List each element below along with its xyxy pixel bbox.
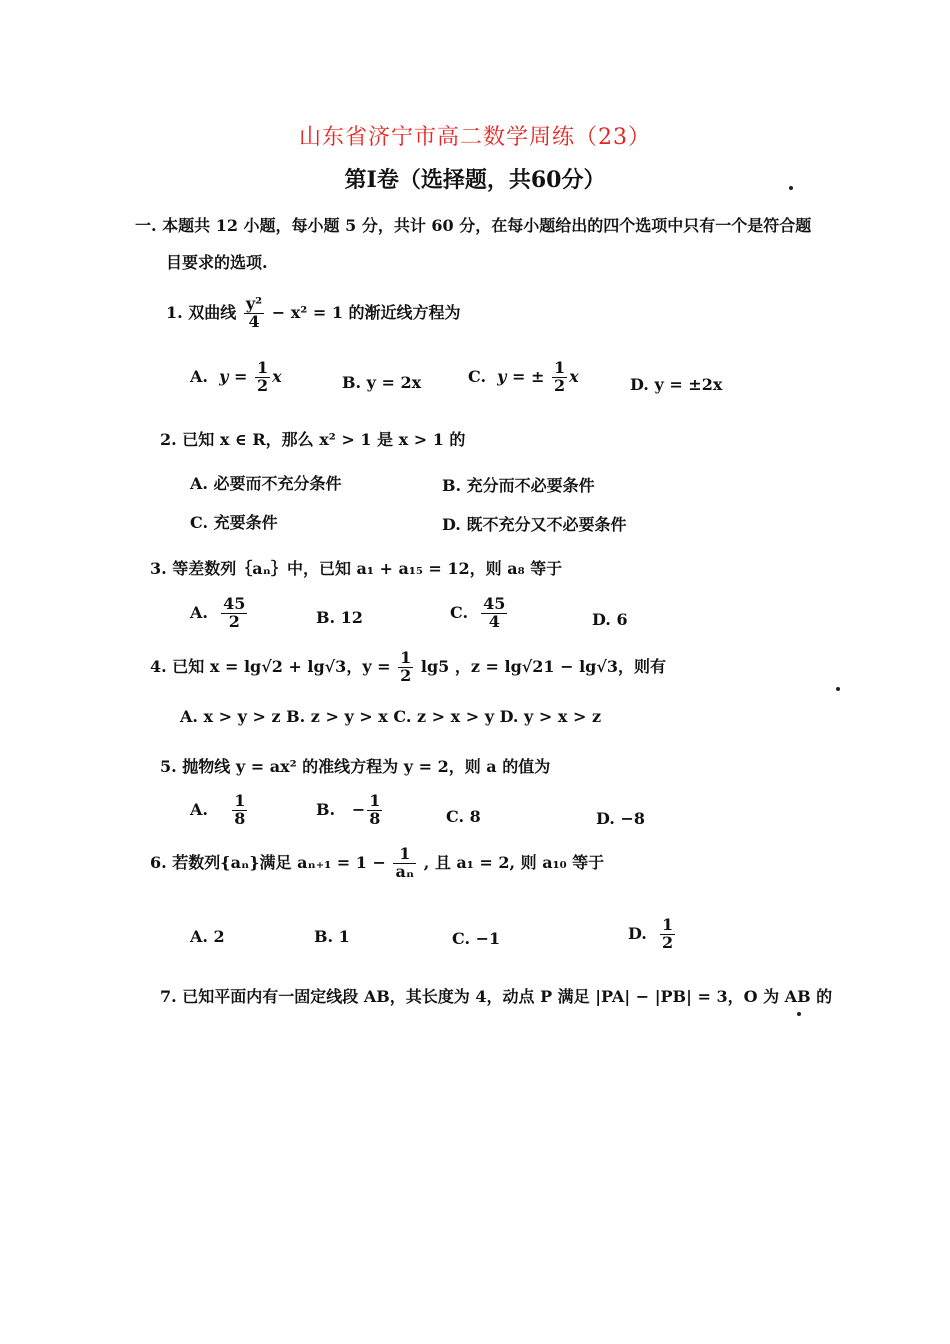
scan-speck <box>797 1012 801 1016</box>
scan-speck <box>789 186 793 190</box>
section-title: 第Ⅰ卷（选择题，共60分） <box>344 167 606 193</box>
question-text: 若数列{aₙ}满足 aₙ₊₁ = 1 − <box>172 852 386 872</box>
option-c: C. $\frac{45}{4}$ <box>450 594 506 631</box>
option-a: A. 2 <box>190 927 225 946</box>
option-c: C. −1 <box>452 929 501 948</box>
question-number: 3. <box>150 559 167 578</box>
fraction: $\frac{\text{y²}}{4}$ <box>245 294 263 331</box>
fraction: $\frac{1}{\text{aₙ}}$ <box>395 844 415 881</box>
page-title: 山东省济宁市高二数学周练（23） <box>299 125 651 150</box>
question-1 <box>166 296 461 331</box>
question-number: 5. <box>160 757 177 776</box>
question-number: 2. <box>160 430 177 449</box>
question-2 <box>160 427 465 450</box>
option-d: D. −8 <box>596 809 645 828</box>
fraction: $\frac{1}{2}$ <box>400 648 412 685</box>
option-d: D. 6 <box>592 610 628 629</box>
question-number: 4. <box>150 656 167 676</box>
option-c: C. 充要条件 <box>190 513 278 532</box>
option-d: D. y = ±2x <box>630 375 723 394</box>
question-number: 1. <box>166 302 183 322</box>
option-a: A. 必要而不充分条件 <box>190 474 342 493</box>
question-number: 7. <box>160 987 177 1006</box>
instructions-line-2: 目要求的选项. <box>166 253 268 272</box>
question-7 <box>160 984 832 1007</box>
question-number: 6. <box>150 852 167 872</box>
question-4 <box>150 650 666 685</box>
scan-speck <box>836 687 840 691</box>
question-text: 抛物线 y = ax² 的准线方程为 y = 2，则 a 的值为 <box>182 757 551 776</box>
option-c: C. 8 <box>446 807 481 826</box>
option-d: D. 既不充分又不必要条件 <box>442 515 627 534</box>
question-text: 等差数列｛aₙ｝中，已知 a₁ + a₁₅ = 12，则 a₈ 等于 <box>172 559 563 578</box>
question-text: lg5 ，z = lg√21 − lg√3，则有 <box>420 656 667 676</box>
options-row: A. x > y > z B. z > y > x C. z > x > y D. y > x > z <box>180 707 602 726</box>
option-a: A. $\frac{1}{8}$ <box>190 791 246 828</box>
question-text: 已知 x ∈ R，那么 x² > 1 是 x > 1 的 <box>182 430 466 449</box>
question-text: 双曲线 <box>188 302 237 322</box>
option-d: D. $\frac{1}{2}$ <box>628 915 674 952</box>
option-b: B. − $\frac{1}{8}$ <box>316 791 381 828</box>
question-6 <box>150 846 604 881</box>
option-b: B. y = 2x <box>342 373 422 392</box>
option-b: B. 1 <box>314 927 350 946</box>
question-text: − x² = 1 的渐近线方程为 <box>271 302 461 322</box>
question-5 <box>160 754 550 777</box>
question-text: 已知平面内有一固定线段 AB，其长度为 4，动点 P 满足 |PA| − |PB| = 3，O 为 AB 的 <box>182 987 833 1006</box>
option-c: C. y = ± $\frac{1}{2}$ x <box>468 358 579 395</box>
option-b: B. 充分而不必要条件 <box>442 476 595 495</box>
question-text: 已知 x = lg√2 + lg√3，y = <box>172 656 391 676</box>
question-3 <box>150 556 562 579</box>
question-text: , 且 a₁ = 2, 则 a₁₀ 等于 <box>423 852 605 872</box>
option-b: B. 12 <box>316 608 363 627</box>
option-a: A. y = $\frac{1}{2}$ x <box>190 358 282 395</box>
instructions-line-1: 一. 本题共 12 小题，每小题 5 分，共计 60 分，在每小题给出的四个选项中只有一个是符合题 <box>135 216 812 235</box>
option-a: A. $\frac{45}{2}$ <box>190 594 246 631</box>
